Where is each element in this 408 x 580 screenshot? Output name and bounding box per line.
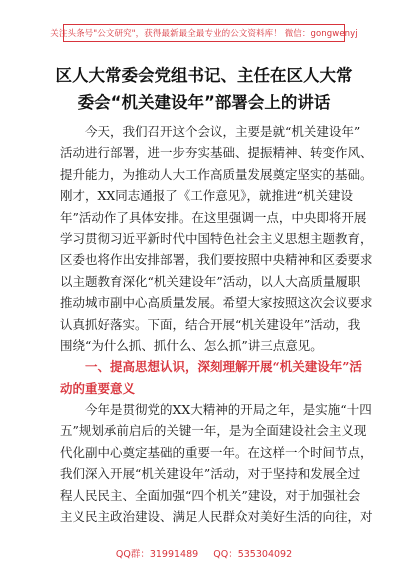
body-line: 主义民主政治建设、满足人民群众对美好生活的向往，对 — [60, 509, 373, 525]
title-line: 委会“机关建设年”部署会上的讲话 — [77, 93, 331, 112]
body-line: 五”规划承前启后的关键一年，是为全面建设社会主义现 — [60, 423, 367, 439]
body-line: 刚才，XX同志通报了《工作意见》，就推进“机关建设 — [60, 188, 353, 204]
body-line: 我们深入开展“机关建设年”活动，对于坚持和发展全过 — [60, 466, 361, 482]
footer-contact: QQ群：31991489 QQ：535304092 — [115, 549, 293, 560]
document-body — [60, 121, 373, 527]
document-title — [0, 62, 408, 116]
body-line: 程人民民主、全面加强“四个机关”建设，对于加强社会 — [60, 487, 361, 503]
body-line: 今年是贯彻党的XX大精神的开局之年，是实施“十四 — [85, 402, 372, 418]
body-line: 以主题教育深化“机关建设年”活动，以人大高质量履职 — [60, 273, 361, 289]
body-line: 围绕“为什么抓、抓什么、怎么抓”讲三点意见。 — [60, 337, 323, 353]
body-line: 推动城市副中心高质量发展。希望大家按照这次会议要求 — [60, 295, 373, 311]
body-line: 年”活动作了具体安排。在这里强调一点，中央即将开展 — [60, 209, 367, 225]
promo-banner-text: 关注头条号"公文研究"，获得最新最全最专业的公文资料库！ 微信：gongwenyj — [50, 29, 358, 39]
body-line: 活动进行部署，进一步夯实基础、提振精神、转变作风、 — [60, 145, 373, 161]
body-line: 区委也将作出安排部署，我们要按照中央精神和区委要求 — [60, 252, 373, 268]
body-line: 学习贯彻习近平新时代中国特色社会主义思想主题教育， — [60, 230, 373, 246]
section-heading: 动的重要意义 — [60, 380, 136, 396]
section-heading: 一、提高思想认识，深刻理解开展“机关建设年”活 — [85, 359, 362, 375]
body-line: 今天，我们召开这个会议，主要是就“机关建设年” — [85, 124, 361, 139]
body-line: 提升能力，为推动人大工作高质量发展奠定坚实的基础。 — [60, 166, 373, 182]
body-line: 认真抓好落实。下面，结合开展“机关建设年”活动，我 — [60, 316, 361, 332]
title-line: 区人大常委会党组书记、主任在区人大常 — [55, 66, 353, 85]
body-line: 代化副中心奠定基础的重要一年。在这样一个时间节点， — [60, 444, 373, 460]
promo-banner — [50, 24, 358, 42]
